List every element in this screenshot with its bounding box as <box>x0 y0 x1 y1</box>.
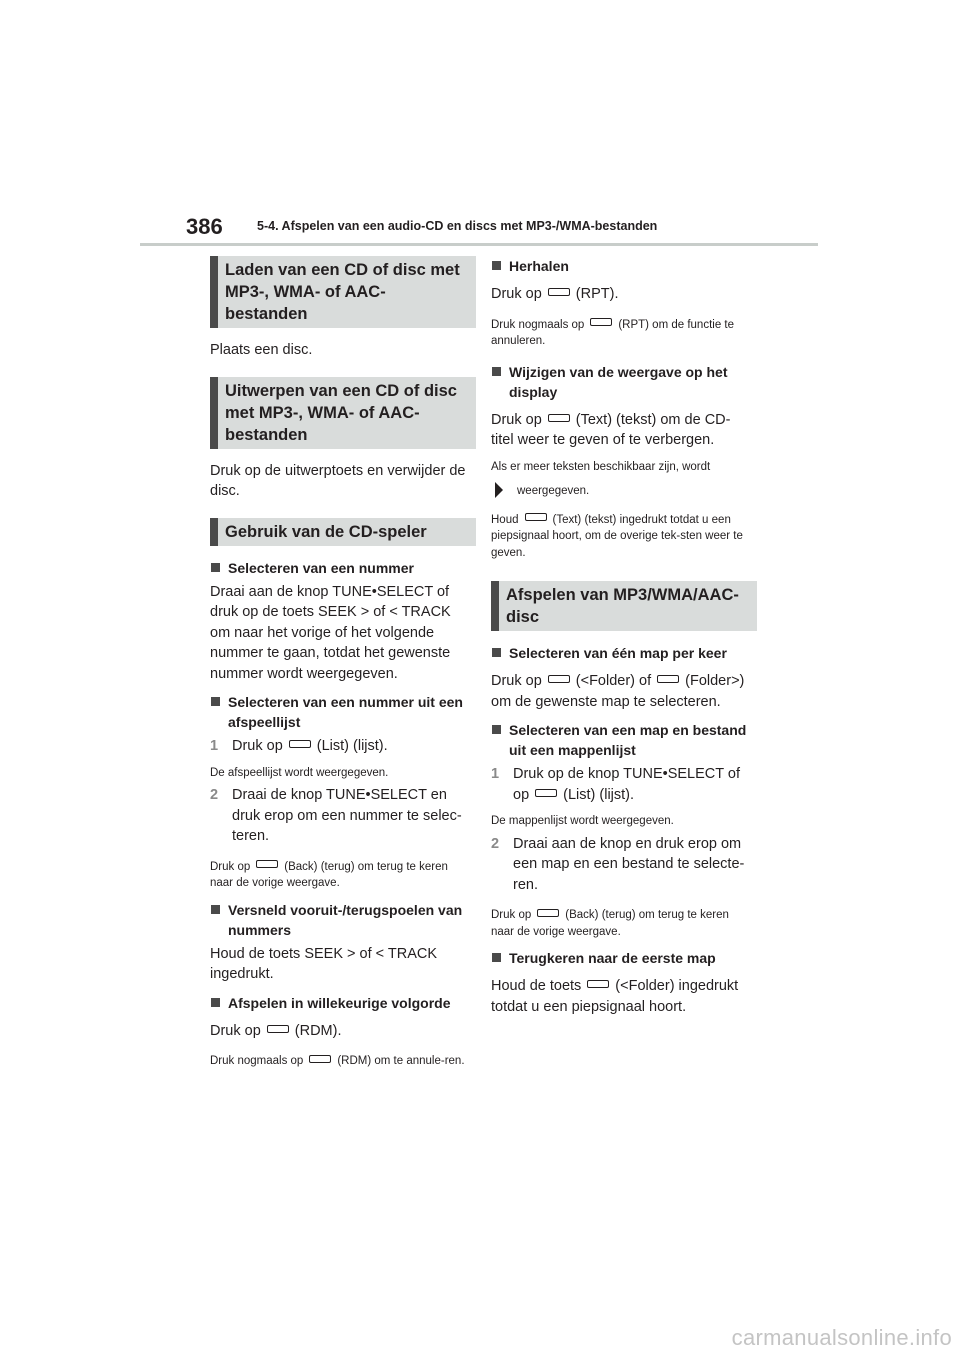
text-button-icon <box>548 414 570 422</box>
back-button-icon <box>256 860 278 868</box>
list-button-icon <box>289 740 311 748</box>
subheading-repeat: Herhalen <box>491 256 751 276</box>
folder-prev-button-icon <box>548 675 570 683</box>
step-number: 2 <box>491 835 500 852</box>
step-1-folder-list: 1 Druk op de knop TUNE•SELECT of op (List) (lijst). <box>491 766 740 803</box>
subheading-folder-step: Selecteren van één map per keer <box>491 643 751 663</box>
folder-next-button-icon <box>657 675 679 683</box>
paragraph-eject: Druk op de uitwerptoets en verwijder de disc. <box>210 462 466 499</box>
subheading-playlist: Selecteren van een nummer uit een afspeellijst <box>210 692 470 732</box>
step-number: 2 <box>210 787 219 803</box>
right-column <box>491 256 751 1017</box>
header-rule <box>140 243 818 246</box>
section-heading-mp3: Afspelen van MP3/WMA/AAC-disc <box>491 581 757 631</box>
rpt-button-icon <box>590 318 612 326</box>
note-back: Druk op (Back) (terug) om terug te keren naar de vorige weergave. <box>210 860 448 889</box>
paragraph-folder-step: Druk op (<Folder) of (Folder>) om de gewenste map te selecteren. <box>491 673 745 710</box>
step-1-playlist: 1 Druk op (List) (lijst). <box>210 736 470 757</box>
section-heading-load: Laden van een CD of disc met MP3-, WMA- of AAC-bestanden <box>210 256 476 328</box>
page-number: 386 <box>186 214 223 239</box>
rpt-button-icon <box>548 288 570 296</box>
paragraph-insert-disc: Plaats een disc. <box>210 342 313 358</box>
paragraph-random: Druk op (RDM). <box>210 1022 342 1039</box>
note-hold-text: Houd (Text) (tekst) ingedrukt totdat u een piepsignaal hoort, om de overige tek-sten weer te geven. <box>491 513 743 559</box>
paragraph-fast-forward: Houd de toets SEEK > of < TRACK ingedrukt. <box>210 945 438 982</box>
section-heading-cd-player: Gebruik van de CD-speler <box>210 518 476 546</box>
subheading-first-folder: Terugkeren naar de eerste map <box>491 948 751 968</box>
text-button-icon <box>525 513 547 521</box>
subheading-select-track: Selecteren van een nummer <box>210 558 470 578</box>
step-2-playlist: 2 Draai de knop TUNE•SELECT en druk erop om een nummer te selec-teren. <box>210 787 462 844</box>
paragraph-repeat: Druk op (RPT). <box>491 286 619 302</box>
note-more-text-symbol: weergegeven. <box>491 483 751 500</box>
step-number: 1 <box>210 738 219 754</box>
step-number: 1 <box>491 766 500 782</box>
subheading-folder-list: Selecteren van een map en bestand uit een mappenlijst <box>491 720 751 760</box>
back-button-icon <box>537 909 559 917</box>
rdm-button-icon <box>309 1055 331 1063</box>
section-heading-eject: Uitwerpen van een CD of disc met MP3-, WMA- of AAC-bestanden <box>210 377 476 449</box>
step-2-folder-list: 2 Draai aan de knop en druk erop om een map en een bestand te selecte-ren. <box>491 835 745 893</box>
paragraph-select-track: Draai aan de knop TUNE•SELECT of druk op de toets SEEK > of < TRACK om naar het vorige of het volgende nummer te gaan, totdat het gewenste nummer wordt weergegeven. <box>210 583 451 682</box>
note-random-cancel: Druk nogmaals op (RDM) om te annule-ren. <box>210 1055 465 1067</box>
paragraph-display: Druk op (Text) (tekst) om de CD-titel weer te geven of te verbergen. <box>491 411 731 448</box>
paragraph-first-folder: Houd de toets (<Folder) ingedrukt totdat u een piepsignaal hoort. <box>491 978 739 1015</box>
subheading-display: Wijzigen van de weergave op het display <box>491 362 751 402</box>
left-column <box>210 256 470 1070</box>
note-repeat-cancel: Druk nogmaals op (RPT) om de functie te annuleren. <box>491 318 735 347</box>
note-folder-list-shown: De mappenlijst wordt weergegeven. <box>491 815 674 827</box>
subheading-fast-forward: Versneld vooruit-/terugspoelen van nummers <box>210 900 470 940</box>
play-arrow-icon <box>495 482 503 498</box>
note-more-text: Als er meer teksten beschikbaar zijn, wordt <box>491 460 711 473</box>
rdm-button-icon <box>267 1025 289 1033</box>
note-back: Druk op (Back) (terug) om terug te keren naar de vorige weergave. <box>491 909 729 938</box>
list-button-icon <box>535 789 557 797</box>
chapter-title: 5-4. Afspelen van een audio-CD en discs met MP3-/WMA-bestanden <box>257 219 658 233</box>
watermark: carmanualsonline.info <box>731 1325 952 1350</box>
folder-prev-button-icon <box>587 980 609 988</box>
note-playlist-shown: De afspeellijst wordt weergegeven. <box>210 766 389 779</box>
subheading-random: Afspelen in willekeurige volgorde <box>210 993 470 1013</box>
